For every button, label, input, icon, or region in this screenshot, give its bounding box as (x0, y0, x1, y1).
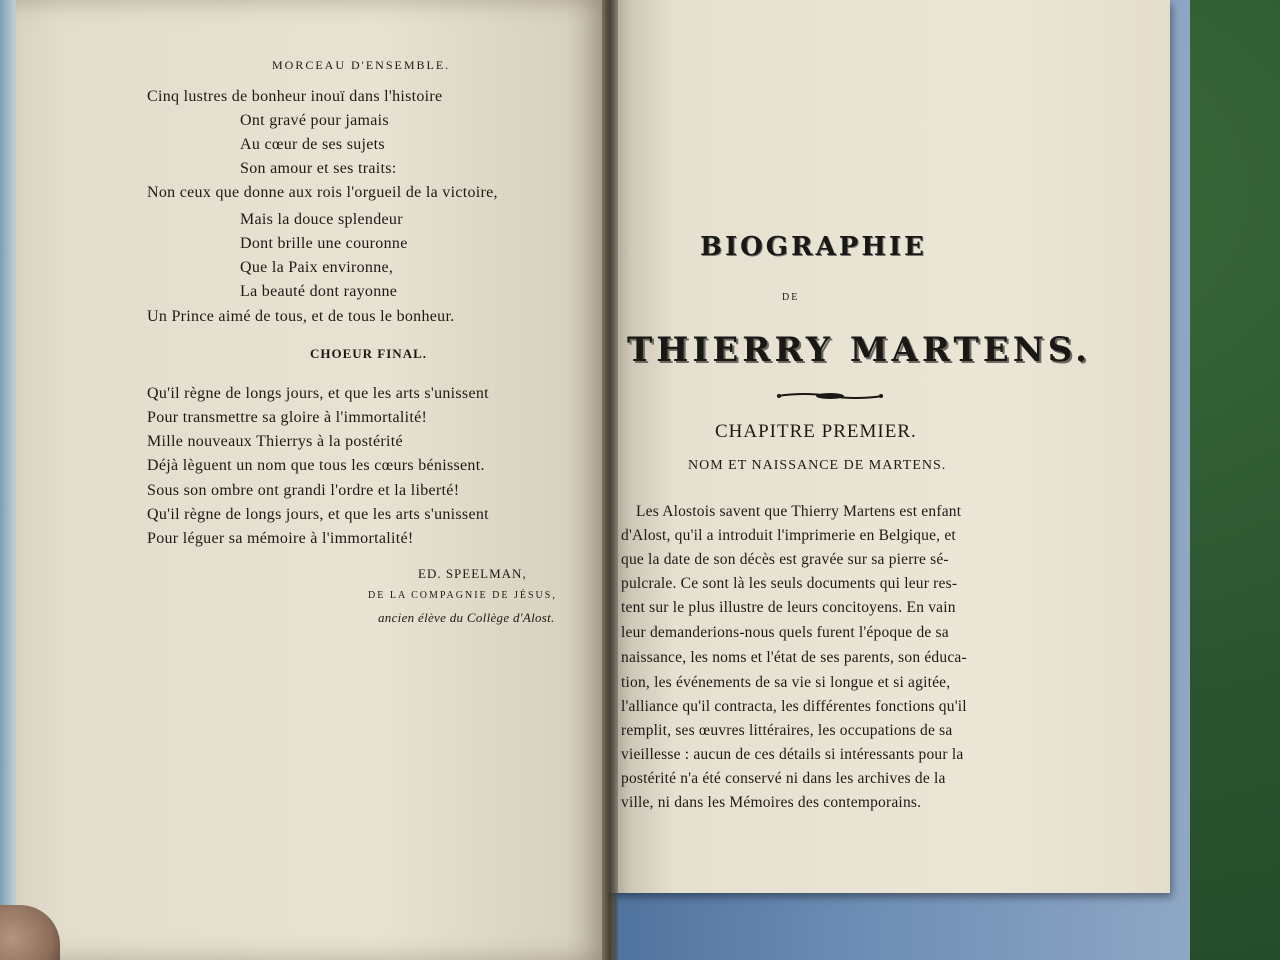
left-page-text (0, 0, 600, 960)
paragraph-line: pulcrale. Ce sont là les seuls documents qui leur res- (621, 575, 958, 592)
signature-affiliation: DE LA COMPAGNIE DE JÉSUS, (368, 590, 557, 601)
verse-line: Dont brille une couronne (240, 235, 408, 252)
signature-name: ED. SPEELMAN, (418, 566, 527, 581)
verse-line: Que la Paix environne, (240, 259, 394, 276)
verse-line: La beauté dont rayonne (240, 283, 398, 300)
biography-title-de: DE (782, 292, 800, 303)
biography-title: BIOGRAPHIE (700, 232, 927, 262)
chorus-line: Sous son ombre ont grandi l'ordre et la liberté! (147, 482, 460, 499)
chorus-line: Qu'il règne de longs jours, et que les arts s'unissent (147, 385, 489, 402)
chapter-heading: CHAPITRE PREMIER. (715, 421, 917, 442)
paragraph-line: postérité n'a été conservé ni dans les archives de la (621, 770, 946, 787)
chorus-line: Mille nouveaux Thierrys à la postérité (147, 433, 403, 450)
verse-line: Ont gravé pour jamais (240, 112, 389, 129)
verse-line: Un Prince aimé de tous, et de tous le bonheur. (147, 308, 455, 325)
verse-line: Son amour et ses traits: (240, 160, 397, 177)
paragraph-line: ville, ni dans les Mémoires des contemporains. (621, 794, 922, 811)
chorus-line: Qu'il règne de longs jours, et que les arts s'unissent (147, 506, 489, 523)
biography-subject-name: THIERRY MARTENS. (627, 330, 1091, 370)
paragraph-line: l'alliance qu'il contracta, les différentes fonctions qu'il (621, 698, 967, 715)
paragraph-line: leur demanderions-nous quels furent l'époque de sa (621, 624, 949, 641)
paragraph-line: Les Alostois savent que Thierry Martens est enfant (636, 503, 962, 520)
paragraph-line: d'Alost, qu'il a introduit l'imprimerie en Belgique, et (621, 527, 956, 544)
book-gutter (602, 0, 618, 960)
verse-line: Au cœur de ses sujets (240, 136, 385, 153)
paragraph-line: remplit, ses œuvres littéraires, les occupations de sa (621, 722, 953, 739)
verse-line: Mais la douce splendeur (240, 211, 403, 228)
chorus-line: Pour léguer sa mémoire à l'immortalité! (147, 530, 414, 547)
running-head: MORCEAU D'ENSEMBLE. (272, 58, 451, 72)
ornament-divider (775, 386, 885, 406)
paragraph-line: vieillesse : aucun de ces détails si intéressants pour la (621, 746, 964, 763)
chorus-title: CHOEUR FINAL. (310, 346, 428, 361)
paragraph-line: naissance, les noms et l'état de ses parents, son éduca- (621, 649, 967, 666)
chorus-line: Pour transmettre sa gloire à l'immortalité! (147, 409, 428, 426)
chapter-subtitle: NOM ET NAISSANCE DE MARTENS. (688, 458, 947, 473)
paragraph-line: tion, les événements de sa vie si longue et si agitée, (621, 674, 951, 691)
paragraph-line: tent sur le plus illustre de leurs concitoyens. En vain (621, 599, 956, 616)
signature-note: ancien élève du Collège d'Alost. (378, 610, 555, 625)
paragraph-line: que la date de son décès est gravée sur sa pierre sé- (621, 551, 949, 568)
chorus-line: Déjà lèguent un nom que tous les cœurs bénissent. (147, 457, 485, 474)
verse-line: Cinq lustres de bonheur inouï dans l'histoire (147, 88, 443, 105)
verse-line: Non ceux que donne aux rois l'orgueil de la victoire, (147, 184, 498, 201)
